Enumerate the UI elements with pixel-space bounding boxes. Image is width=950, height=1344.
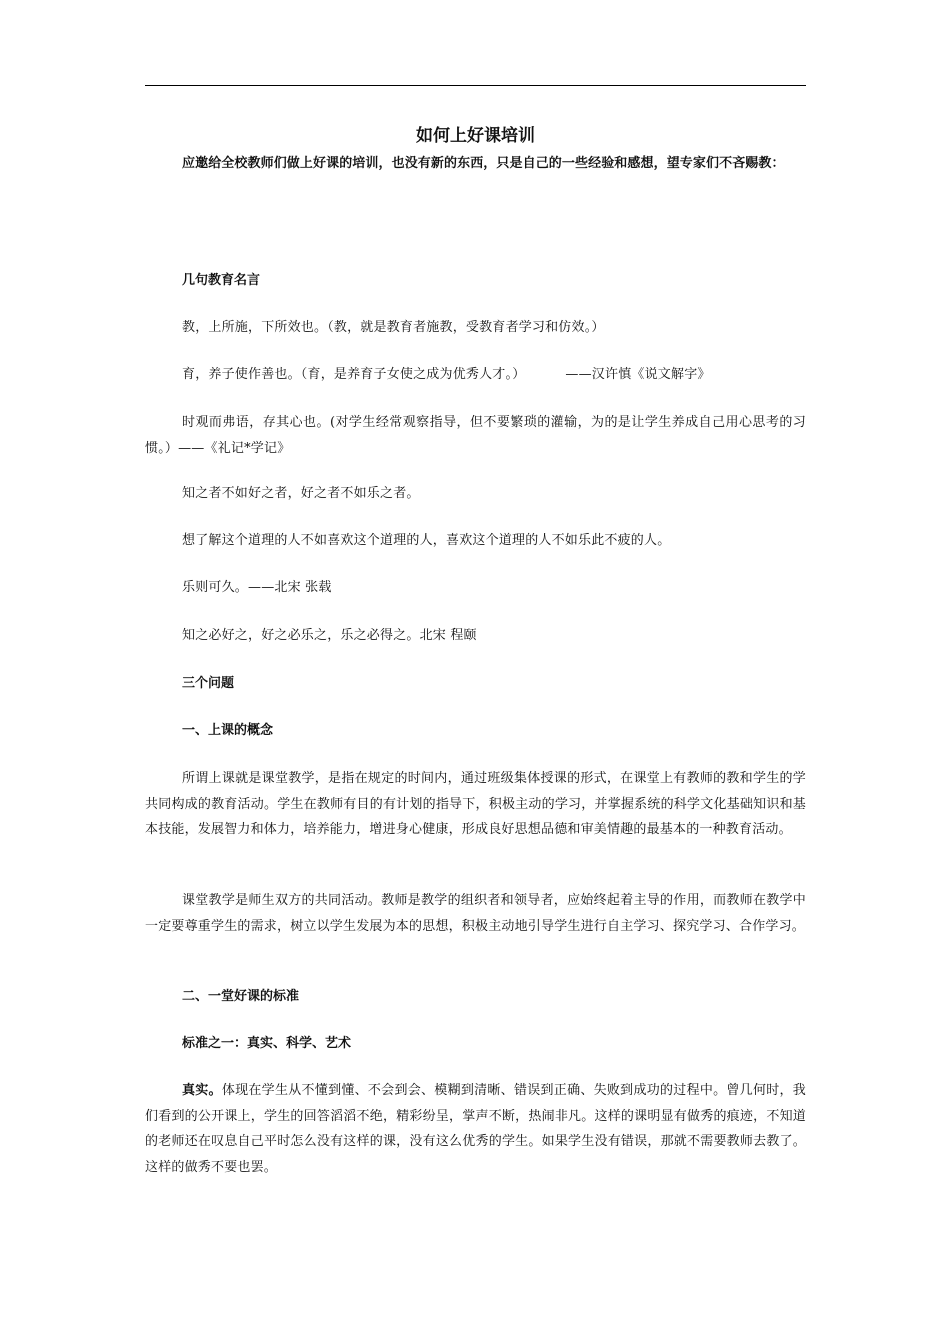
quote-7: 知之必好之，好之必乐之，乐之必得之。北宋 程颐 — [182, 628, 477, 643]
quote-2-attribution: ——汉许慎《说文解字》 — [565, 367, 711, 382]
header-rule — [145, 85, 806, 86]
intro-paragraph: 应邀给全校教师们做上好课的培训，也没有新的东西，只是自己的一些经验和感想，望专家们不吝赐教： — [182, 156, 785, 171]
truth-text: 体现在学生从不懂到懂、不会到会、模糊到清晰、错误到正确、失败到成功的过程中。曾几何时，我们看到的公开课上，学生的回答滔滔不绝，精彩纷呈，掌声不断，热闹非凡。这样的课明显有做秀的痕迹，不知道的老师还在叹息自己平时怎么没有这样的课，没有这么优秀的学生。如果学生没有错误，那就不需要教师去教了。这样的做秀不要也罢。 — [145, 1083, 806, 1175]
quote-6: 乐则可久。——北宋 张载 — [182, 580, 332, 595]
quote-5: 想了解这个道理的人不如喜欢这个道理的人，喜欢这个道理的人不如乐此不疲的人。 — [182, 533, 671, 548]
three-questions-heading: 三个问题 — [182, 676, 235, 691]
section-1-paragraph-1: 所谓上课就是课堂教学，是指在规定的时间内，通过班级集体授课的形式，在课堂上有教师的教和学生的学共同构成的教育活动。学生在教师有目的有计划的指导下，积极主动的学习，并掌握系统的科学文化基础知识和基本技能，发展智力和体力，培养能力，增进身心健康，形成良好思想品德和审美情趣的最基本的一种教育活动。 — [145, 771, 806, 837]
quote-2-text: 育，养子使作善也。（育，是养育子女使之成为优秀人才。） — [182, 367, 526, 382]
section-1-heading: 一、上课的概念 — [182, 723, 274, 738]
quote-3: 时观而弗语，存其心也。(对学生经常观察指导，但不要繁琐的灌输，为的是让学生养成自己用心思考的习惯。）——《礼记*学记》 — [145, 415, 806, 456]
document-title: 如何上好课培训 — [416, 126, 535, 146]
standard-1-heading: 标准之一：真实、科学、艺术 — [182, 1036, 352, 1051]
quote-1: 教，上所施，下所效也。（教，就是教育者施教，受教育者学习和仿效。） — [182, 320, 605, 335]
quote-4: 知之者不如好之者，好之者不如乐之者。 — [182, 486, 420, 501]
truth-lead: 真实。 — [182, 1083, 222, 1098]
section-1-paragraph-2: 课堂教学是师生双方的共同活动。教师是教学的组织者和领导者，应始终起着主导的作用，而教师在教学中一定要尊重学生的需求，树立以学生发展为本的思想，积极主动地引导学生进行自主学习、探究学习、合作学习。 — [145, 893, 806, 934]
quotes-heading: 几句教育名言 — [182, 273, 261, 288]
quote-2 — [182, 365, 711, 385]
truth-paragraph — [145, 1078, 806, 1180]
section-2-heading: 二、一堂好课的标准 — [182, 989, 300, 1004]
